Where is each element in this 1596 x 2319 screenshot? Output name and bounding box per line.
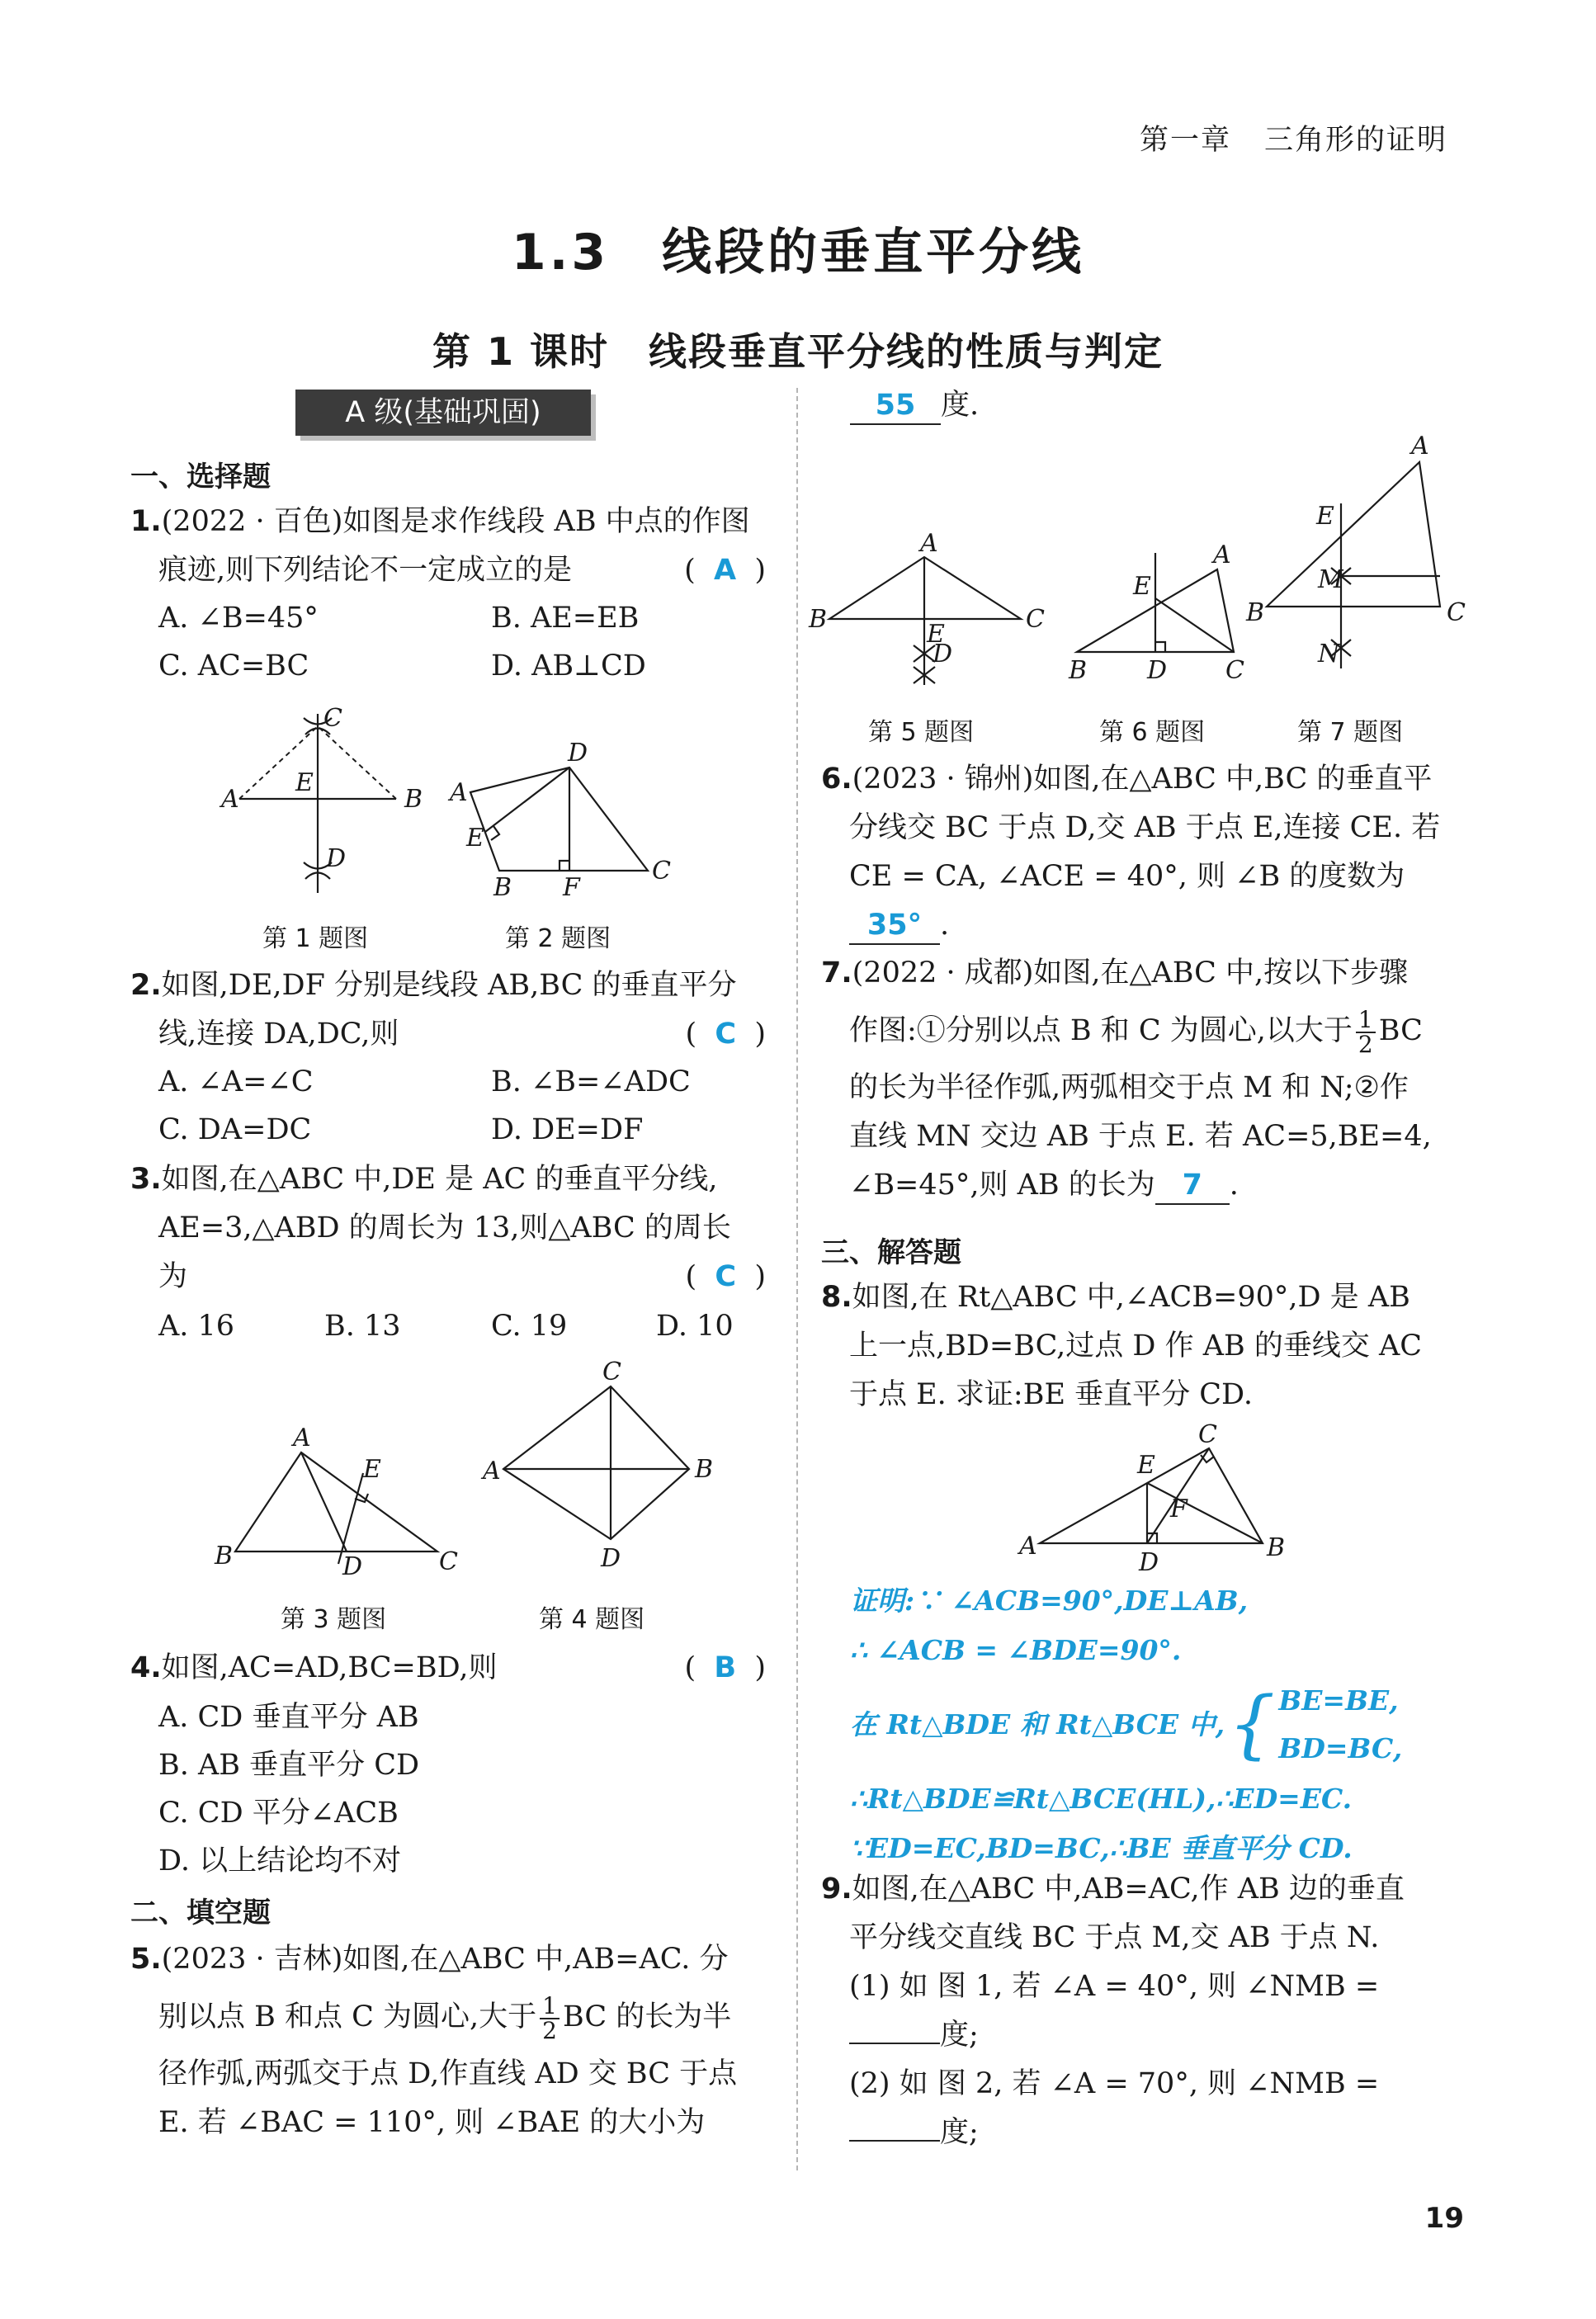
question-2 <box>130 961 766 1059</box>
option-a: A. CD 垂直平分 AB <box>158 1701 419 1734</box>
question-text: . <box>1229 1169 1239 1202</box>
question-text: 上一点,BD=BC,过点 D 作 AB 的垂线交 AC <box>849 1330 1423 1363</box>
option-b: B. 13 <box>324 1310 401 1343</box>
point-label: D <box>933 640 953 668</box>
question-text: 径作弧,两弧交于点 D,作直线 AD 交 BC 于点 <box>158 2057 738 2090</box>
point-label: C <box>439 1547 458 1576</box>
question-text: 分线交 BC 于点 D,交 AB 于点 E,连接 CE. 若 <box>849 811 1441 844</box>
point-label: C <box>1026 605 1045 634</box>
question-text: 如图,在△ABC 中,DE 是 AC 的垂直平分线, <box>161 1163 718 1196</box>
question-text: (2023 · 锦州)如图,在△ABC 中,BC 的垂直平 <box>852 763 1433 796</box>
question-text: E. 若 ∠BAC = 110°, 则 ∠BAE 的大小为 <box>158 2106 706 2139</box>
option-c: C. AC=BC <box>158 649 309 682</box>
answer-blank <box>1155 1167 1230 1205</box>
option-d: D. AB⊥CD <box>491 649 646 682</box>
question-text: . <box>940 909 950 942</box>
option-a: A. ∠A=∠C <box>158 1065 314 1098</box>
option-b: B. ∠B=∠ADC <box>491 1065 691 1098</box>
point-label: C <box>652 857 671 886</box>
fraction-half <box>1356 1005 1376 1058</box>
chapter-header <box>1107 117 1447 158</box>
point-label: E <box>363 1455 381 1484</box>
fraction-numerator: 1 <box>1356 1008 1376 1033</box>
figure-4 <box>480 1358 713 1573</box>
question-text: (2022 · 成都)如图,在△ABC 中,按以下步骤 <box>852 956 1409 989</box>
question-5-answer-line <box>850 381 979 430</box>
question-7 <box>821 949 1457 1210</box>
level-badge: A 级(基础巩固) <box>295 390 591 436</box>
option-b: B. AB 垂直平分 CD <box>158 1749 420 1782</box>
figure-1 <box>219 704 423 893</box>
figure-6 <box>1068 541 1244 685</box>
answer-paren: ( B ) <box>684 1651 766 1684</box>
question-text: 别以点 B 和点 C 为圆心,大于 <box>158 2000 537 2033</box>
answer-paren: ( A ) <box>684 554 766 587</box>
figure-caption: 第 6 题图 <box>1099 718 1206 747</box>
point-label: B <box>493 873 512 900</box>
section-solve: 三、解答题 <box>821 1236 961 1269</box>
question-text: 的长为半径作弧,两弧相交于点 M 和 N;②作 <box>849 1071 1409 1104</box>
page-number: 19 <box>1424 2202 1464 2235</box>
question-text: 度; <box>940 2116 979 2149</box>
point-label: A <box>1411 432 1429 460</box>
figure-caption: 第 3 题图 <box>281 1605 387 1634</box>
point-label: A <box>221 785 239 814</box>
proof-line: 在 Rt△BDE 和 Rt△BCE 中, <box>850 1708 1225 1740</box>
figure-caption: 第 4 题图 <box>539 1605 645 1634</box>
chapter-label: 第一章 <box>1139 124 1231 157</box>
point-label: B <box>1069 656 1088 685</box>
figure-7 <box>1245 432 1466 668</box>
answer-paren: ( C ) <box>685 1018 766 1051</box>
figure-5-6-7 <box>805 429 1481 693</box>
point-label: C <box>1447 598 1466 627</box>
proof-q8 <box>850 1576 1477 1873</box>
option-d: D. DE=DF <box>491 1113 644 1146</box>
proof-line: 证明:∵ ∠ACB=90°,DE⊥AB, <box>850 1585 1249 1617</box>
question-text: 作图:①分别以点 B 和 C 为圆心,以大于 <box>849 1014 1353 1047</box>
question-text: 线,连接 DA,DC,则 <box>158 1018 399 1051</box>
option-d: D. 10 <box>656 1310 734 1343</box>
figure-2 <box>447 739 671 900</box>
point-label: A <box>1213 541 1231 569</box>
point-label: E <box>295 768 314 797</box>
point-label: A <box>293 1424 311 1452</box>
point-label: D <box>601 1544 621 1573</box>
point-label: C <box>323 704 342 733</box>
chapter-topic: 三角形的证明 <box>1263 124 1447 157</box>
question-number: 1. <box>130 505 162 538</box>
fraction-half <box>540 1991 560 2044</box>
question-1 <box>130 498 766 595</box>
point-label: F <box>1170 1495 1188 1523</box>
question-text: 如图,AC=AD,BC=BD,则 <box>161 1651 498 1684</box>
question-text: CE = CA, ∠ACE = 40°, 则 ∠B 的度数为 <box>849 860 1405 893</box>
proof-condition: BD=BC, <box>1278 1732 1403 1764</box>
figure-1-2 <box>206 701 701 900</box>
fraction-numerator: 1 <box>540 1995 560 2019</box>
option-c: C. 19 <box>491 1310 568 1343</box>
fraction-denominator: 2 <box>542 2016 557 2044</box>
point-label: B <box>404 785 423 814</box>
figure-caption: 第 2 题图 <box>505 924 611 953</box>
question-number: 9. <box>821 1873 852 1906</box>
question-text: (2022 · 百色)如图是求作线段 AB 中点的作图 <box>161 505 750 538</box>
point-label: B <box>1246 598 1265 627</box>
answer-blank <box>850 387 941 425</box>
point-label: B <box>1267 1533 1286 1562</box>
point-label: M <box>1318 565 1343 594</box>
question-number: 8. <box>821 1281 852 1314</box>
option-d: D. 以上结论均不对 <box>158 1844 402 1877</box>
proof-line: ∴Rt△BDE≌Rt△BCE(HL),∴ED=EC. <box>850 1783 1353 1815</box>
proof-system <box>850 1675 1477 1774</box>
point-label: F <box>563 873 580 900</box>
point-label: E <box>1316 502 1334 531</box>
point-label: D <box>568 739 588 767</box>
answer: 55 <box>875 389 916 422</box>
point-label: A <box>483 1457 501 1485</box>
question-4 <box>130 1644 766 1693</box>
section-choice: 一、选择题 <box>130 460 271 494</box>
question-text: 为 <box>158 1260 188 1293</box>
lesson-subtitle: 第 1 课时 线段垂直平分线的性质与判定 <box>432 329 1164 374</box>
question-text: (2023 · 吉林)如图,在△ABC 中,AB=AC. 分 <box>161 1943 729 1976</box>
point-label: B <box>695 1455 714 1484</box>
question-number: 4. <box>130 1651 162 1684</box>
option-a: A. 16 <box>158 1310 235 1343</box>
page-title: 1.3 线段的垂直平分线 <box>511 224 1085 281</box>
question-text: 如图,在△ABC 中,AB=AC,作 AB 边的垂直 <box>852 1873 1405 1906</box>
answer: C <box>715 1018 737 1051</box>
question-text: (1) 如 图 1, 若 ∠A = 40°, 则 ∠NMB = <box>849 1970 1380 2003</box>
proof-condition: BE=BE, <box>1278 1684 1399 1717</box>
question-text: 度; <box>940 2019 979 2052</box>
figure-caption: 第 5 题图 <box>868 718 975 747</box>
figure-8 <box>1015 1415 1329 1580</box>
figure-caption: 第 1 题图 <box>262 924 369 953</box>
question-text: 直线 MN 交边 AB 于点 E. 若 AC=5,BE=4, <box>849 1120 1432 1153</box>
proof-line: ∵ED=EC,BD=BC,∴BE 垂直平分 CD. <box>850 1832 1353 1864</box>
answer: A <box>714 554 737 587</box>
point-label: B <box>809 605 828 634</box>
question-number: 5. <box>130 1943 162 1976</box>
question-9 <box>821 1865 1457 2157</box>
point-label: C <box>1225 656 1244 685</box>
point-label: D <box>1139 1548 1159 1577</box>
section-fill: 二、填空题 <box>130 1896 271 1929</box>
option-c: C. CD 平分∠ACB <box>158 1797 399 1830</box>
question-text: BC <box>1378 1014 1423 1047</box>
question-number: 3. <box>130 1163 162 1196</box>
answer-blank <box>849 907 940 945</box>
question-text: 如图,在 Rt△ABC 中,∠ACB=90°,D 是 AB <box>852 1281 1410 1314</box>
answer-blank[interactable] <box>849 2043 940 2044</box>
question-text: BC 的长为半 <box>562 2000 732 2033</box>
question-number: 2. <box>130 969 162 1002</box>
point-label: E <box>1137 1451 1155 1480</box>
column-divider <box>796 388 798 2170</box>
question-text: ∠B=45°,则 AB 的长为 <box>849 1169 1155 1202</box>
point-label: B <box>215 1542 234 1570</box>
answer: C <box>715 1260 737 1293</box>
proof-line: ∴ ∠ACB = ∠BDE=90°. <box>850 1634 1182 1666</box>
point-label: A <box>450 778 468 807</box>
point-label: C <box>1198 1420 1217 1449</box>
answer-blank[interactable] <box>849 2140 940 2142</box>
point-label: D <box>342 1552 363 1581</box>
fraction-denominator: 2 <box>1358 1030 1373 1058</box>
option-b: B. AE=EB <box>491 602 640 635</box>
figure-3-4 <box>206 1353 718 1585</box>
question-text: AE=3,△ABD 的周长为 13,则△ABC 的周长 <box>158 1211 731 1245</box>
question-number: 7. <box>821 956 852 989</box>
question-3 <box>130 1155 766 1301</box>
question-8 <box>821 1273 1457 1419</box>
question-text: (2) 如 图 2, 若 ∠A = 70°, 则 ∠NMB = <box>849 2067 1380 2100</box>
point-label: E <box>1133 572 1151 601</box>
question-text: 痕迹,则下列结论不一定成立的是 <box>158 554 573 587</box>
point-label: E <box>927 620 945 649</box>
option-a: A. ∠B=45° <box>158 602 319 635</box>
point-label: D <box>326 844 347 873</box>
proof-conditions <box>1278 1677 1402 1773</box>
figure-caption: 第 7 题图 <box>1297 718 1404 747</box>
point-label: A <box>1019 1532 1037 1561</box>
point-label: D <box>1147 656 1168 685</box>
question-text: 度. <box>941 389 980 422</box>
question-text: 平分线交直线 BC 于点 M,交 AB 于点 N. <box>849 1921 1380 1954</box>
answer: 35° <box>866 909 923 942</box>
point-label: E <box>466 824 484 853</box>
point-label: N <box>1318 640 1340 668</box>
brace-icon: { <box>1228 1681 1276 1768</box>
question-6 <box>821 755 1457 950</box>
option-c: C. DA=DC <box>158 1113 312 1146</box>
answer-paren: ( C ) <box>685 1260 766 1293</box>
figure-5 <box>808 529 1045 685</box>
question-text: 如图,DE,DF 分别是线段 AB,BC 的垂直平分 <box>161 969 737 1002</box>
question-5 <box>130 1935 766 2147</box>
question-number: 6. <box>821 763 852 796</box>
figure-3 <box>214 1424 458 1581</box>
answer: B <box>714 1651 737 1684</box>
answer: 7 <box>1182 1169 1202 1202</box>
point-label: A <box>920 529 938 558</box>
question-text: 于点 E. 求证:BE 垂直平分 CD. <box>849 1378 1253 1411</box>
point-label: C <box>602 1358 621 1386</box>
